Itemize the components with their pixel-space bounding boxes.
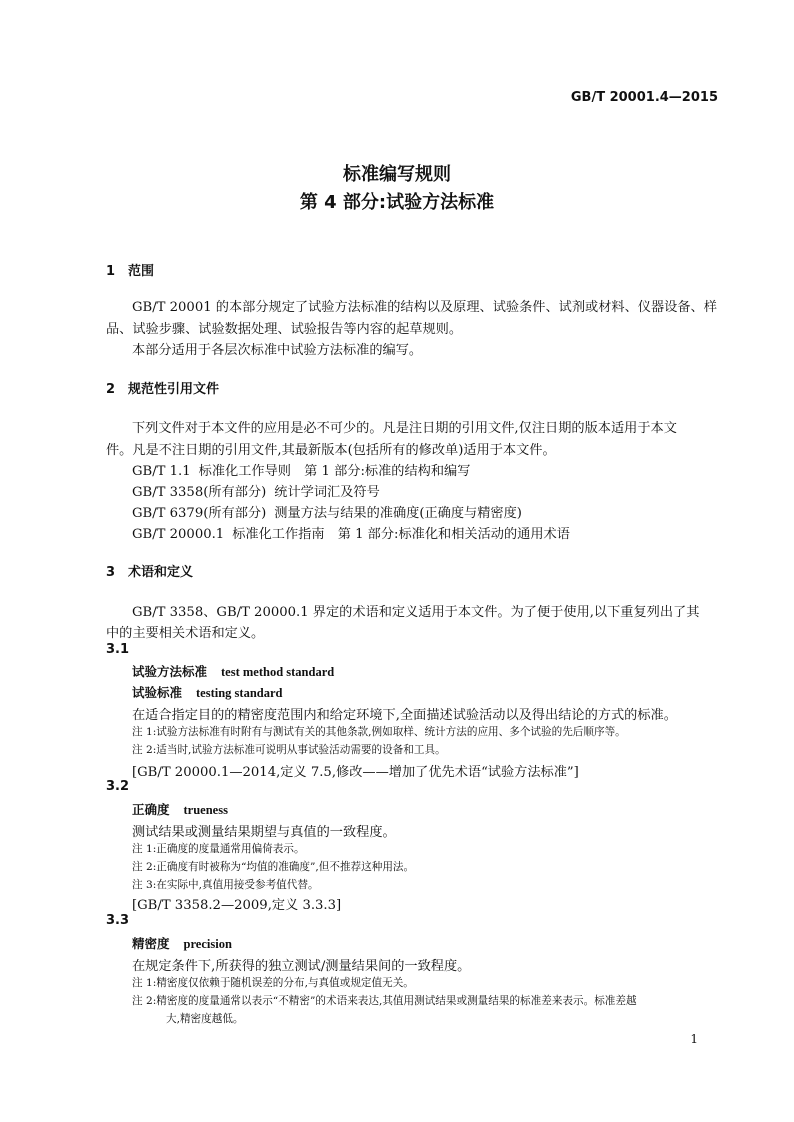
- note: 注 2:适当时,试验方法标准可说明从事试验活动需要的设备和工具。: [132, 744, 446, 756]
- term-definition: 测试结果或测量结果期望与真值的一致程度。: [132, 825, 396, 840]
- reference-item: [132, 523, 570, 542]
- section-1-heading: [106, 260, 154, 279]
- section-title: 术语和定义: [128, 565, 194, 580]
- document-subtitle: 第 4 部分:试验方法标准: [299, 192, 495, 213]
- term-en: trueness: [183, 803, 228, 817]
- note: 注 1:试验方法标准有时附有与测试有关的其他条款,例如取样、统计方法的应用、多个试验的先后顺序等。: [132, 726, 626, 738]
- term-en: testing standard: [196, 686, 283, 700]
- preferred-term: [132, 662, 334, 680]
- preferred-term: [132, 800, 228, 818]
- reference-code: GB/T 20000.1: [132, 527, 225, 542]
- term-en: test method standard: [221, 665, 335, 679]
- note-continuation: 大,精密度越低。: [166, 1013, 244, 1025]
- reference-code: GB/T 3358(所有部分): [132, 485, 267, 500]
- reference-title: 标准化工作导则 第 1 部分:标准的结构和编写: [198, 464, 471, 479]
- reference-item: [132, 502, 522, 521]
- paragraph: GB/T 3358、GB/T 20000.1 界定的术语和定义适用于本文件。为了便于使用,以下重复列出了其: [132, 605, 700, 620]
- reference-title: 统计学词汇及符号: [274, 485, 380, 500]
- paragraph-continuation: 中的主要相关术语和定义。: [106, 626, 265, 641]
- reference-item: [132, 460, 470, 479]
- term-definition: 在规定条件下,所获得的独立测试/测量结果间的一致程度。: [132, 959, 471, 974]
- section-title: 范围: [128, 264, 155, 279]
- term-number: 3.1: [106, 642, 130, 657]
- reference-code: GB/T 1.1: [132, 464, 191, 479]
- term-source: [GB/T 3358.2—2009,定义 3.3.3]: [132, 898, 342, 913]
- term-zh: 试验方法标准: [132, 664, 208, 679]
- reference-title: 标准化工作指南 第 1 部分:标准化和相关活动的通用术语: [232, 527, 570, 542]
- section-2-heading: [106, 378, 219, 397]
- term-zh: 正确度: [132, 802, 170, 817]
- page-number: 1: [690, 1032, 698, 1046]
- reference-code: GB/T 6379(所有部分): [132, 506, 267, 521]
- reference-item: [132, 481, 380, 500]
- section-number: 2: [106, 382, 116, 397]
- paragraph-continuation: 件。凡是不注日期的引用文件,其最新版本(包括所有的修改单)适用于本文件。: [106, 443, 556, 458]
- term-source: [GB/T 20000.1—2014,定义 7.5,修改——增加了优先术语“试验方法标准”]: [132, 765, 579, 780]
- note: 注 2:正确度有时被称为“均值的准确度”,但不推荐这种用法。: [132, 861, 415, 873]
- note: 注 1:正确度的度量通常用偏倚表示。: [132, 843, 305, 855]
- term-zh: 精密度: [132, 936, 170, 951]
- section-title: 规范性引用文件: [128, 382, 220, 397]
- section-3-heading: [106, 561, 193, 580]
- note: 注 2:精密度的度量通常以表示“不精密”的术语来表达,其值用测试结果或测量结果的标准差来表示。标准差越: [132, 995, 637, 1007]
- section-number: 3: [106, 565, 116, 580]
- paragraph: GB/T 20001 的本部分规定了试验方法标准的结构以及原理、试验条件、试剂或材料、仪器设备、样: [132, 300, 717, 315]
- admitted-term: [132, 683, 282, 701]
- reference-title: 测量方法与结果的准确度(正确度与精密度): [274, 506, 522, 521]
- document-title: 标准编写规则: [343, 164, 451, 185]
- standard-number: GB/T 20001.4—2015: [570, 90, 718, 105]
- term-zh: 试验标准: [132, 685, 183, 700]
- paragraph-continuation: 品、试验步骤、试验数据处理、试验报告等内容的起草规则。: [106, 322, 463, 337]
- note: 注 3:在实际中,真值用接受参考值代替。: [132, 879, 319, 891]
- term-en: precision: [183, 937, 232, 951]
- section-number: 1: [106, 264, 116, 279]
- paragraph: 下列文件对于本文件的应用是必不可少的。凡是注日期的引用文件,仅注日期的版本适用于本文: [132, 421, 677, 436]
- term-number: 3.2: [106, 779, 130, 794]
- paragraph: 本部分适用于各层次标准中试验方法标准的编写。: [132, 343, 423, 358]
- note: 注 1:精密度仅依赖于随机误差的分布,与真值或规定值无关。: [132, 977, 414, 989]
- term-number: 3.3: [106, 913, 130, 928]
- preferred-term: [132, 934, 232, 952]
- term-definition: 在适合指定目的的精密度范围内和给定环境下,全面描述试验活动以及得出结论的方式的标准。: [132, 708, 677, 723]
